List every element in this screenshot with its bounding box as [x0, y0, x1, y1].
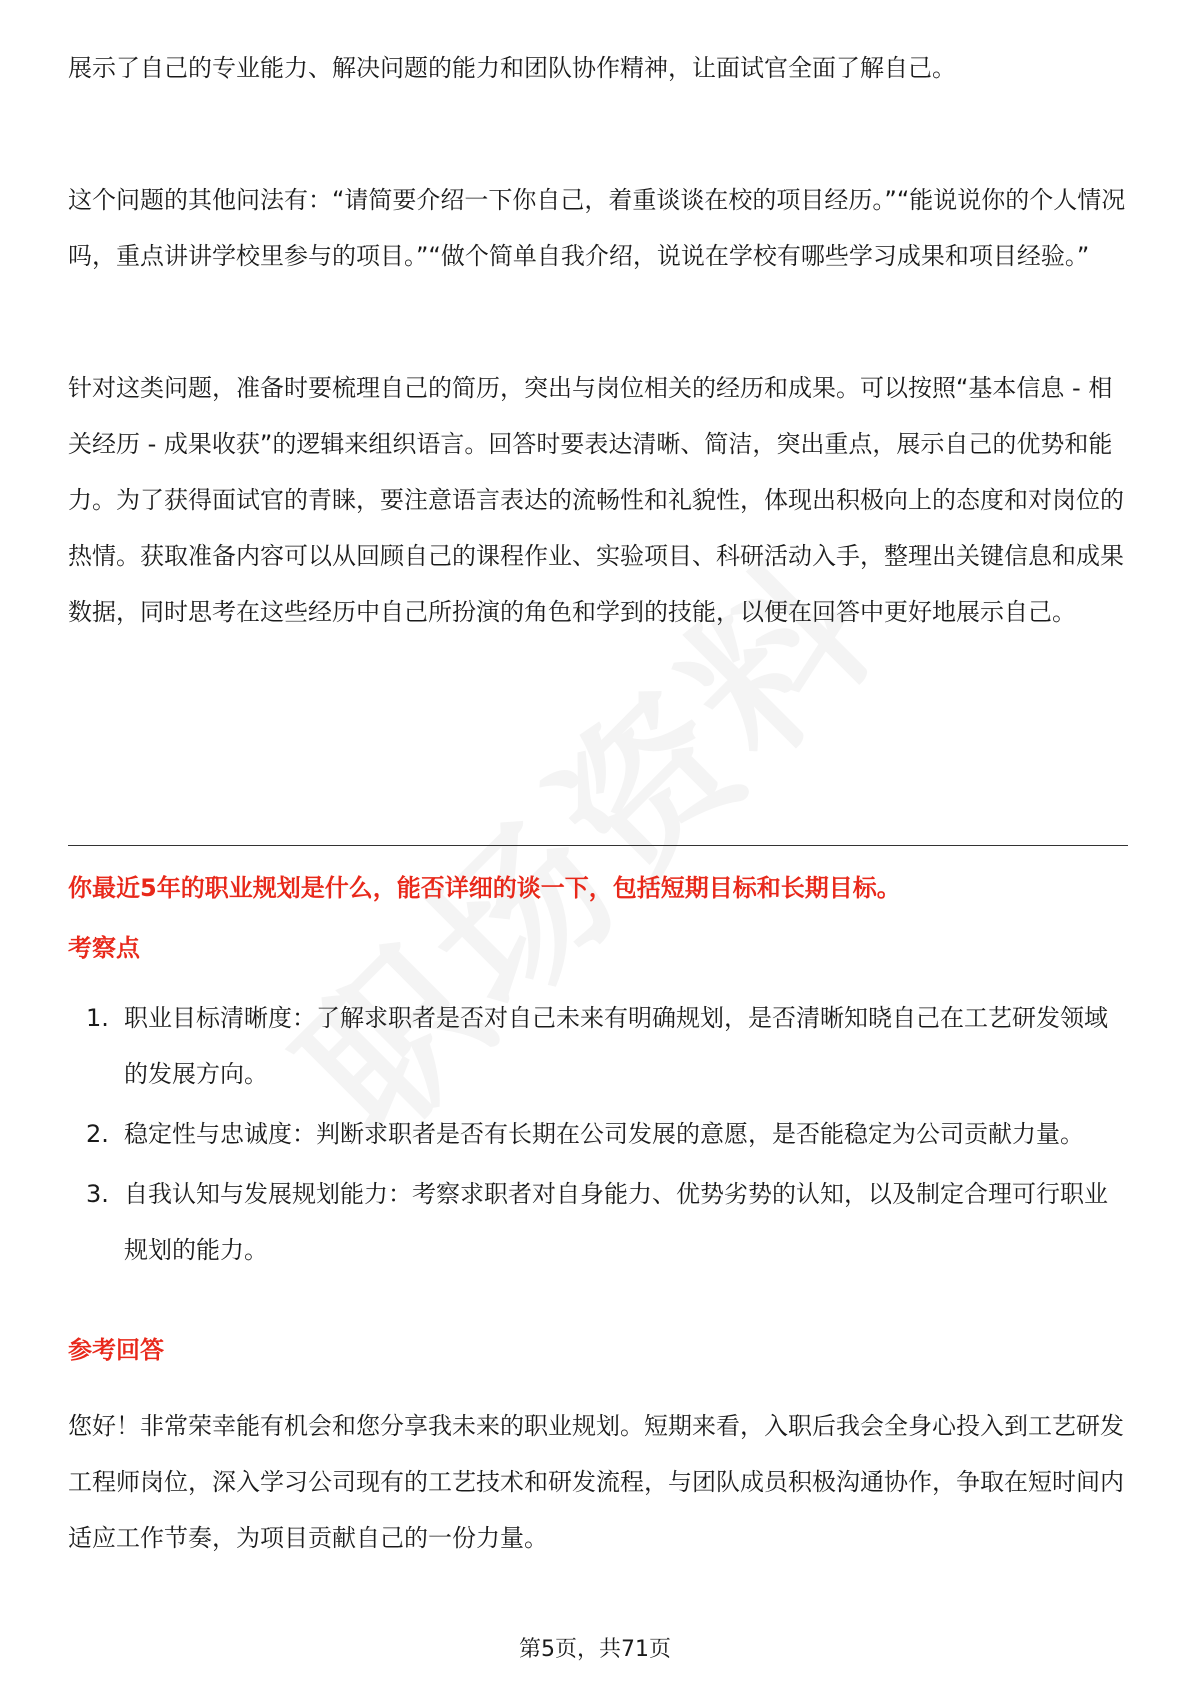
list-number: 2. — [86, 1120, 109, 1148]
list-item — [68, 1166, 1128, 1278]
question-title: 你最近5年的职业规划是什么，能否详细的谈一下，包括短期目标和长期目标。 — [68, 874, 901, 902]
paragraph-answer — [68, 1398, 1128, 1566]
answer-heading: 参考回答 — [68, 1336, 164, 1364]
list-item — [68, 990, 1128, 1102]
list-number: 1. — [86, 1004, 109, 1032]
focus-list — [68, 990, 1128, 1282]
focus-heading: 考察点 — [68, 934, 140, 962]
page-footer: 第5页，共71页 — [519, 1637, 671, 1662]
list-number: 3. — [86, 1180, 109, 1208]
list-item-text: 自我认知与发展规划能力：考察求职者对自身能力、优势劣势的认知，以及制定合理可行职业规划的能力。 — [124, 1180, 1108, 1264]
paragraph-text: 这个问题的其他问法有：“请简要介绍一下你自己，着重谈谈在校的项目经历。”“能说说你的个人情况吗，重点讲讲学校里参与的项目。”“做个简单自我介绍，说说在学校有哪些学习成果和项目经验。” — [68, 186, 1126, 270]
paragraph-alt-questions — [68, 172, 1128, 284]
section-divider — [68, 845, 1128, 846]
paragraph-text: 您好！非常荣幸能有机会和您分享我未来的职业规划。短期来看，入职后我会全身心投入到工艺研发工程师岗位，深入学习公司现有的工艺技术和研发流程，与团队成员积极沟通协作，争取在短时间内适应工作节奏，为项目贡献自己的一份力量。 — [68, 1412, 1124, 1552]
paragraph-text: 针对这类问题，准备时要梳理自己的简历，突出与岗位相关的经历和成果。可以按照“基本信息 - 相关经历 - 成果收获”的逻辑来组织语言。回答时要表达清晰、简洁，突出重点，展示自己的优势和能力。为了获得面试官的青睐，要注意语言表达的流畅性和礼貌性，体现出积极向上的态度和对岗位的热情。获取准备内容可以从回顾自己的课程作业、实验项目、科研活动入手，整理出关键信息和成果数据，同时思考在这些经历中自己所扮演的角色和学到的技能，以便在回答中更好地展示自己。 — [68, 374, 1124, 626]
list-item-text: 职业目标清晰度：了解求职者是否对自己未来有明确规划，是否清晰知晓自己在工艺研发领域的发展方向。 — [124, 1004, 1108, 1088]
paragraph-advice — [68, 360, 1128, 640]
paragraph-intro-end — [68, 40, 1128, 96]
list-item-text: 稳定性与忠诚度：判断求职者是否有长期在公司发展的意愿，是否能稳定为公司贡献力量。 — [124, 1120, 1084, 1148]
list-item — [68, 1106, 1128, 1162]
paragraph-text: 展示了自己的专业能力、解决问题的能力和团队协作精神，让面试官全面了解自己。 — [68, 54, 956, 82]
